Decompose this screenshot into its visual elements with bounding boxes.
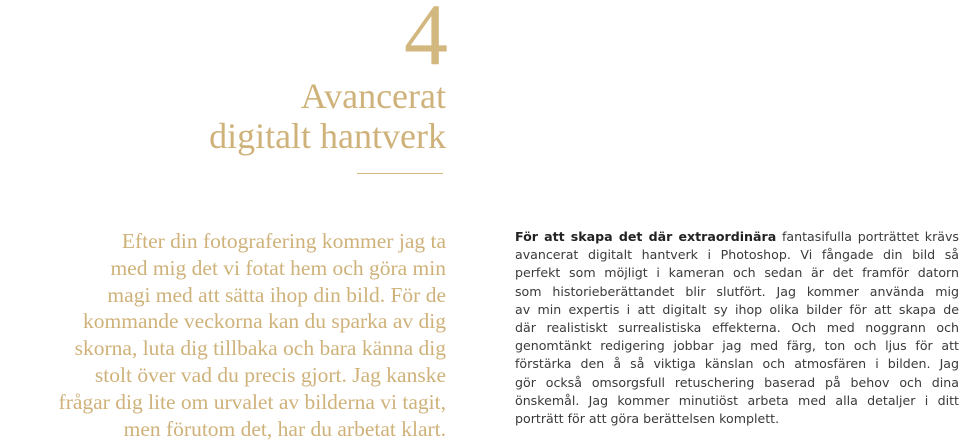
section-number: 4 <box>404 0 446 84</box>
body-line: porträtt för att göra berättelsen komplett. <box>515 411 780 427</box>
section-title-line-1: Avancerat <box>300 76 446 116</box>
section-title-line-2: digitalt hantverk <box>209 116 446 156</box>
body-line: förstärka den å så viktiga känslan och atmosfären i bilden. Jag <box>515 356 959 372</box>
title-divider <box>357 173 443 174</box>
intro-paragraph <box>6 228 446 440</box>
intro-line: med mig det vi fotat hem och göra min <box>110 255 446 280</box>
intro-line: kommande veckorna kan du sparka av dig <box>83 309 446 334</box>
intro-line: stolt över vad du precis gjort. Jag kanske <box>94 362 446 387</box>
body-paragraph <box>515 228 959 428</box>
body-line: avancerat digitalt hantverk i Photoshop. Vi fångade din bild så <box>515 247 959 263</box>
body-lead-bold: För att skapa det där extraordinära <box>515 229 777 244</box>
body-line-1-rest: fantasifulla porträttet krävs <box>776 229 959 244</box>
body-line <box>515 228 959 246</box>
body-line: där realistiskt surrealistiska effekterna. Och med noggrann och <box>515 320 959 336</box>
intro-line: men förutom det, har du arbetat klart. <box>123 416 446 440</box>
section-title <box>86 76 446 156</box>
intro-line: frågar dig lite om urvalet av bilderna vi tagit, <box>58 389 446 414</box>
intro-line: Efter din fotografering kommer jag ta <box>121 229 446 253</box>
intro-line: magi med att sätta ihop din bild. För de <box>107 282 446 307</box>
intro-line: skorna, luta dig tillbaka och bara känna dig <box>74 336 446 361</box>
body-line: av min expertis i att digitalt sy ihop olika bilder för att skapa de <box>515 301 959 317</box>
body-line: som historieberättandet blir slutfört. Jag kommer använda mig <box>515 283 959 299</box>
body-line: genomtänkt redigering jobbar jag med färg, ton och ljus för att <box>515 338 959 354</box>
body-line: perfekt som möjligt i kameran och sedan är det framför datorn <box>515 265 959 281</box>
body-line: önskemål. Jag kommer minutiöst arbeta med alla detaljer i ditt <box>515 392 959 408</box>
body-line: gör också omsorgsfull retuschering baserad på behov och dina <box>515 374 959 390</box>
